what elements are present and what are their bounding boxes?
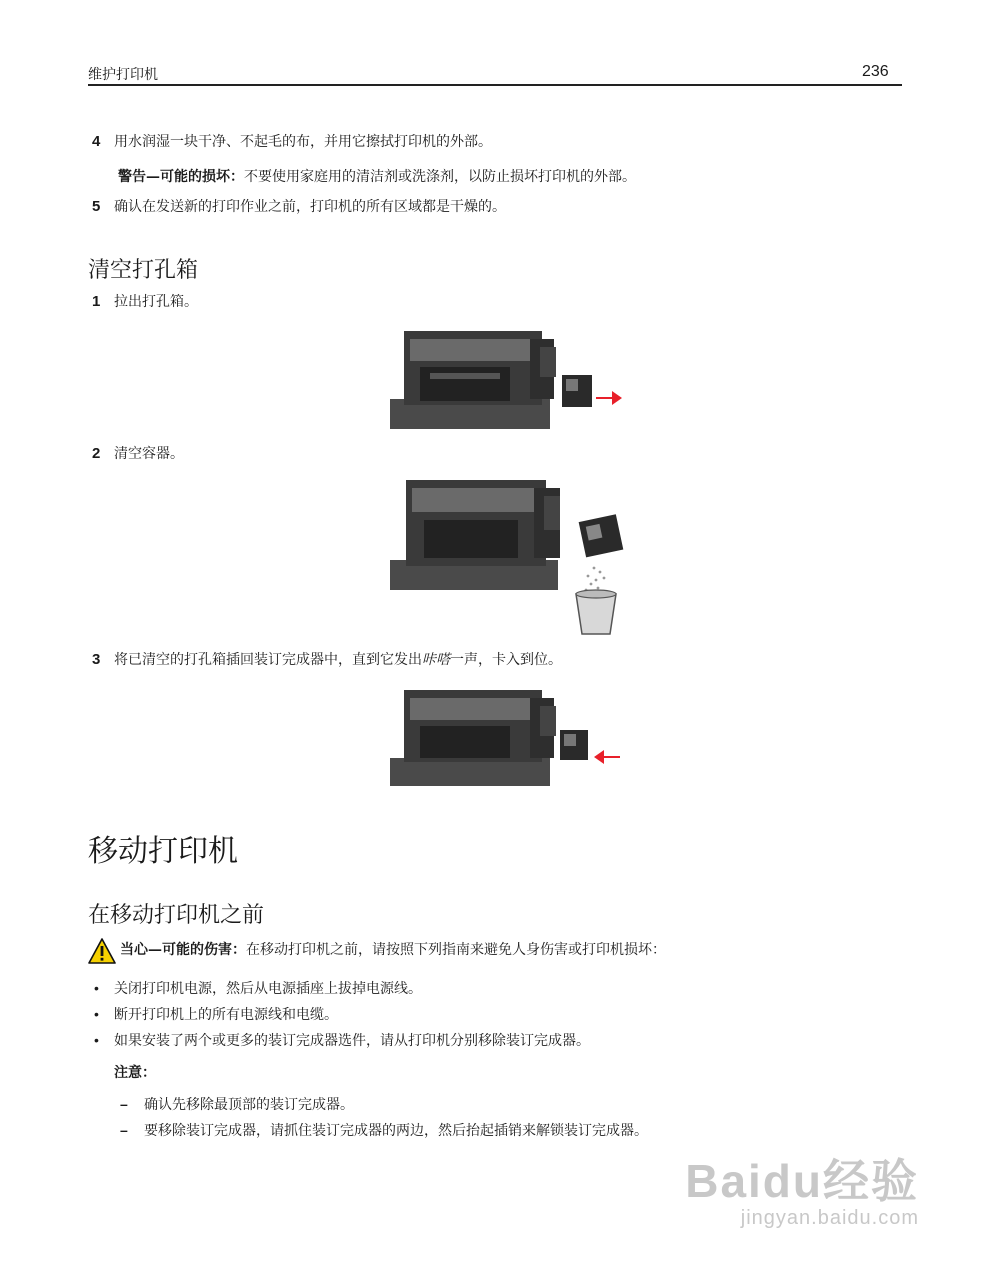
- page-number: 236: [862, 63, 889, 80]
- step-4: [92, 132, 492, 152]
- step-number: 5: [92, 198, 101, 215]
- section-title-move-printer: 移动打印机: [88, 834, 238, 869]
- step-text: 拉出打孔箱。: [114, 294, 198, 310]
- bullet-text: 关闭打印机电源，然后从电源插座上拔掉电源线。: [114, 981, 422, 997]
- bullet-icon: •: [94, 1032, 99, 1048]
- step-5: [92, 197, 506, 217]
- bullet-icon: •: [94, 1006, 99, 1022]
- warning-label: 警告—可能的损坏：: [118, 169, 244, 185]
- watermark-url: jingyan.baidu.com: [740, 1207, 919, 1229]
- step-number: 1: [92, 293, 101, 310]
- bullet-text: 如果安装了两个或更多的装订完成器选件，请从打印机分别移除装订完成器。: [114, 1033, 590, 1049]
- section-title-punch-box: 清空打孔箱: [88, 258, 199, 283]
- punch-step-3: [92, 650, 562, 670]
- header-rule: [88, 84, 902, 86]
- step-text: 清空容器。: [114, 446, 184, 462]
- step-number: 2: [92, 445, 101, 462]
- dash-text: 确认先移除最顶部的装订完成器。: [144, 1097, 354, 1113]
- bullet-text: 断开打印机上的所有电源线和电缆。: [114, 1007, 338, 1023]
- bullet-item: [94, 1004, 338, 1024]
- step-text-after: 一声，卡入到位。: [450, 652, 562, 668]
- figure-insert-punch-box: [390, 686, 630, 786]
- bullet-icon: •: [94, 980, 99, 996]
- figure-empty-container: [390, 476, 630, 636]
- note-label: 注意：: [114, 1065, 156, 1081]
- bullet-item: [94, 978, 422, 998]
- dash-text: 要移除装订完成器，请抓住装订完成器的两边，然后抬起插销来解锁装订完成器。: [144, 1123, 648, 1139]
- running-header-title: 维护打印机: [88, 67, 158, 83]
- step-number: 4: [92, 133, 101, 150]
- step-text: 确认在发送新的打印作业之前，打印机的所有区域都是干燥的。: [114, 199, 506, 215]
- punch-step-1: [92, 292, 198, 312]
- warning-triangle-icon: [88, 938, 116, 968]
- caution-label: 当心—可能的伤害：: [120, 942, 246, 958]
- baidu-watermark: [685, 1145, 919, 1230]
- watermark-brand: Baidu经验: [685, 1155, 919, 1207]
- damage-warning: [118, 166, 636, 186]
- dash-icon: –: [120, 1122, 128, 1138]
- dash-icon: –: [120, 1096, 128, 1112]
- bullet-item: [94, 1030, 590, 1050]
- dash-item: [120, 1094, 354, 1114]
- dash-item: [120, 1120, 648, 1140]
- step-text: 用水润湿一块干净、不起毛的布，并用它擦拭打印机的外部。: [114, 134, 492, 150]
- figure-pull-out-punch-box: [390, 327, 630, 429]
- step-text-before: 将已清空的打孔箱插回装订完成器中，直到它发出: [114, 652, 422, 668]
- subsection-title-before-moving: 在移动打印机之前: [88, 903, 265, 928]
- step-text-italic: 咔嗒: [422, 652, 450, 668]
- caution-text: 在移动打印机之前，请按照下列指南来避免人身伤害或打印机损坏：: [246, 942, 666, 958]
- punch-step-2: [92, 444, 184, 464]
- caution-notice: [120, 939, 666, 959]
- warning-text: 不要使用家庭用的清洁剂或洗涤剂，以防止损坏打印机的外部。: [244, 169, 636, 185]
- step-number: 3: [92, 651, 101, 668]
